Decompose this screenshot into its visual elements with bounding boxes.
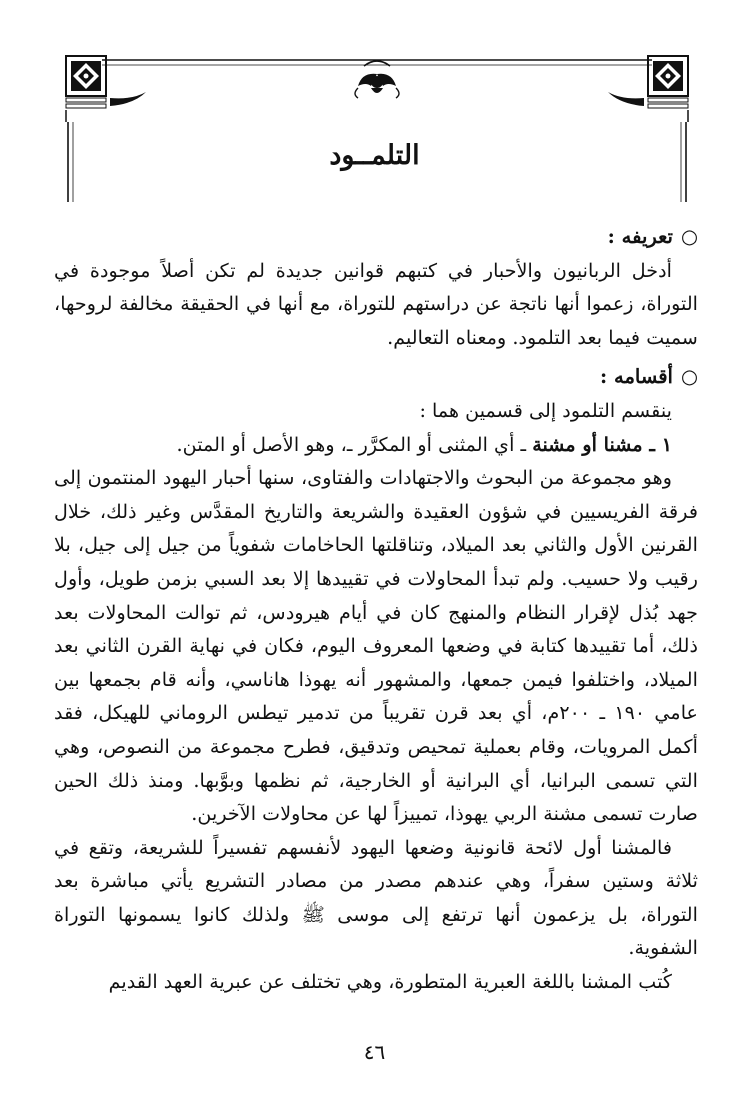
first-division-item bbox=[54, 428, 698, 462]
center-flourish-icon bbox=[355, 61, 399, 98]
mishnah-paragraph-2: فالمشنا أول لائحة قانونية وضعها اليهود لأنفسهم تفسيراً للشريعة، وتقع في ثلاثة وستين سفراً، وهي عندهم مصدر من مصادر التشريع يأتي مباشرة بعد التوراة، بل يزعمون أنها ترتفع إلى موسى ﷺ ولذلك كانوا يسمونها التوراة الشفوية. bbox=[54, 835, 698, 960]
circle-bullet-icon: ○ bbox=[680, 365, 698, 389]
left-corner-ornament-icon bbox=[66, 56, 146, 122]
decorative-header-frame bbox=[62, 52, 692, 202]
right-corner-ornament-icon bbox=[608, 56, 688, 122]
first-division-description: ـ أي المثنى أو المكرَّر ـ، وهو الأصل أو المتن. bbox=[176, 432, 533, 456]
page-body bbox=[54, 220, 698, 999]
definition-paragraph: أدخل الربانيون والأحبار في كتبهم قوانين جديدة لم تكن أصلاً موجودة في التوراة، زعموا أنها ناتجة عن دراستهم للتوراة، مع أنها في الحقيقة مخالفة لروحها، سميت فيما بعد التلمود. ومعناه التعاليم. bbox=[54, 258, 698, 349]
mishnah-paragraph-3: كُتب المشنا باللغة العبرية المتطورة، وهي تختلف عن عبرية العهد القديم bbox=[108, 970, 672, 994]
section-heading-definition: ○تعريفه : bbox=[607, 225, 698, 248]
circle-bullet-icon: ○ bbox=[680, 225, 698, 248]
first-division-term: ١ ـ مشنا أو مشنة bbox=[532, 432, 672, 456]
mishnah-paragraph-1: وهو مجموعة من البحوث والاجتهادات والفتاوى، سنها أحبار اليهود المنتمون إلى فرقة الفريسيين في شؤون العقيدة والشريعة والتاريخ المقدَّس وغير ذلك، خلال القرنين الأول والثاني بعد الميلاد، وتناقلتها الحاخامات شفوياً من جيل إلى جيل، بلا رقيب ولا حسيب. ولم تبدأ المحاولات في تقييدها إلا بعد السبي بزمن طويل، وأول جهد بُذل لإقرار النظام والمنهج كان في أيام هيرودس، ثم توالت المحاولات بعد ذلك، أما تقييدها كتابة في وضعها المعروف اليوم، فكان في نهاية القرن الثاني بعد الميلاد، واختلفوا فيمن جمعها، والمشهور أنه يهوذا هاناسي، وأنه قام بجمعها بين عامي ١٩٠ ـ ٢٠٠م، أي بعد قرن تقريباً من تدمير تيطس الروماني للهيكل، فقد أكمل المرويات، وقام بعملية تمحيص وتدقيق، فطرح مجموعة من النصوص، وهي التي تسمى البرانيا، أي البرانية أو الخارجية، ثم نظمها وبوَّبها. ومنذ ذلك الحين صارت تسمى مشنة الربي يهوذا، تمييزاً لها عن محاولات الآخرين. bbox=[54, 466, 698, 826]
section-heading-divisions: ○أقسامه : bbox=[600, 365, 698, 389]
chapter-title: التلمــود bbox=[329, 140, 420, 171]
page-number: ٤٦ bbox=[363, 1040, 386, 1064]
ornament-frame-graphic bbox=[62, 52, 692, 202]
divisions-intro: ينقسم التلمود إلى قسمين هما : bbox=[419, 398, 672, 422]
